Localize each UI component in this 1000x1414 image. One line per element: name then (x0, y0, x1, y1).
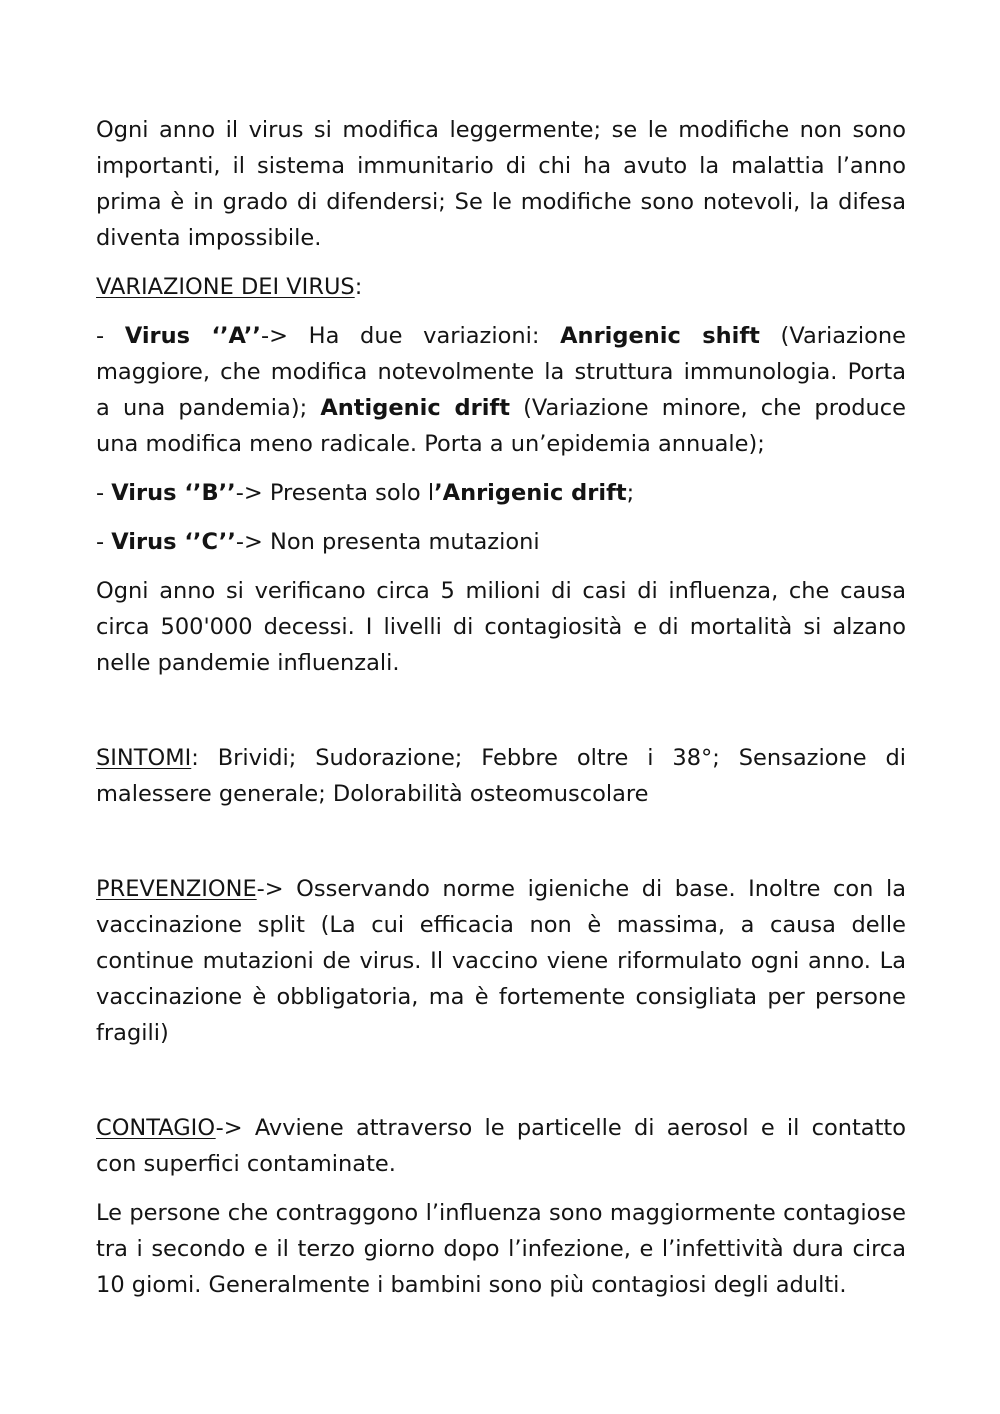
virus-a-name: Virus ‘’A’’ (124, 323, 261, 349)
virus-a-shift: Anrigenic shift (560, 323, 760, 349)
virus-b-dash: - (96, 480, 112, 506)
virus-a-text-3: (Variazione minore, che produce una modifica meno radicale. Porta a un’epidemia annuale); (96, 395, 906, 457)
sintomi-paragraph (96, 740, 906, 812)
virus-b-text-1: -> Presenta solo l (235, 480, 435, 506)
virus-b-item (96, 475, 906, 511)
variazione-heading-line (96, 269, 906, 305)
document-page (96, 112, 906, 1316)
virus-c-name: Virus ‘’C’’ (111, 529, 236, 555)
prevenzione-heading: PREVENZIONE (96, 876, 257, 902)
prevenzione-paragraph (96, 871, 906, 1051)
virus-a-drift: Antigenic drift (320, 395, 510, 421)
spacer (96, 825, 906, 871)
prevenzione-text: -> Osservando norme igieniche di base. Inoltre con la vaccinazione split (La cui efficacia non è massima, a causa delle continue mutazioni de virus. Il vaccino viene riformulato ogni anno. La vaccinazione è obbligatoria, ma è fortemente consigliata per persone fragili) (96, 876, 906, 1046)
spacer (96, 694, 906, 740)
virus-c-text-1: -> Non presenta mutazioni (235, 529, 540, 555)
sintomi-text: : Brividi; Sudorazione; Febbre oltre i 38°; Sensazione di malessere generale; Dolorabilità osteomuscolare (96, 745, 906, 807)
spacer (96, 1064, 906, 1110)
virus-b-name: Virus ‘’B’’ (111, 480, 236, 506)
contagiousness-paragraph: Le persone che contraggono l’influenza sono maggiormente contagiose tra i secondo e il terzo giorno dopo l’infezione, e l’infettività dura circa 10 giomi. Generalmente i bambini sono più contagiosi degli adulti. (96, 1200, 906, 1298)
contagio-paragraph (96, 1110, 906, 1182)
statistics-paragraph: Ogni anno si verificano circa 5 milioni di casi di influenza, che causa circa 500'000 decessi. I livelli di contagiosità e di mortalità si alzano nelle pandemie influenzali. (96, 578, 906, 676)
virus-c-dash: - (96, 529, 112, 555)
virus-b-drift: ’Anrigenic drift (434, 480, 627, 506)
virus-b-text-2: ; (626, 480, 635, 506)
virus-a-text-1: -> Ha due variazioni: (260, 323, 561, 349)
variazione-colon: : (354, 274, 363, 300)
contagio-heading: CONTAGIO (96, 1115, 216, 1141)
virus-a-text-2: (Variazione maggiore, che modifica notevolmente la struttura immunologia. Porta a una pandemia); (96, 323, 906, 421)
sintomi-heading: SINTOMI (96, 745, 192, 771)
virus-a-item (96, 318, 906, 462)
virus-c-item (96, 524, 906, 560)
intro-paragraph: Ogni anno il virus si modifica leggermente; se le modifiche non sono importanti, il sistema immunitario di chi ha avuto la malattia l’anno prima è in grado di difendersi; Se le modifiche sono notevoli, la difesa diventa impossibile. (96, 117, 906, 251)
variazione-heading: VARIAZIONE DEI VIRUS (96, 274, 355, 300)
contagio-text: -> Avviene attraverso le particelle di aerosol e il contatto con superfici contaminate. (96, 1115, 906, 1177)
virus-a-dash: - (96, 323, 125, 349)
